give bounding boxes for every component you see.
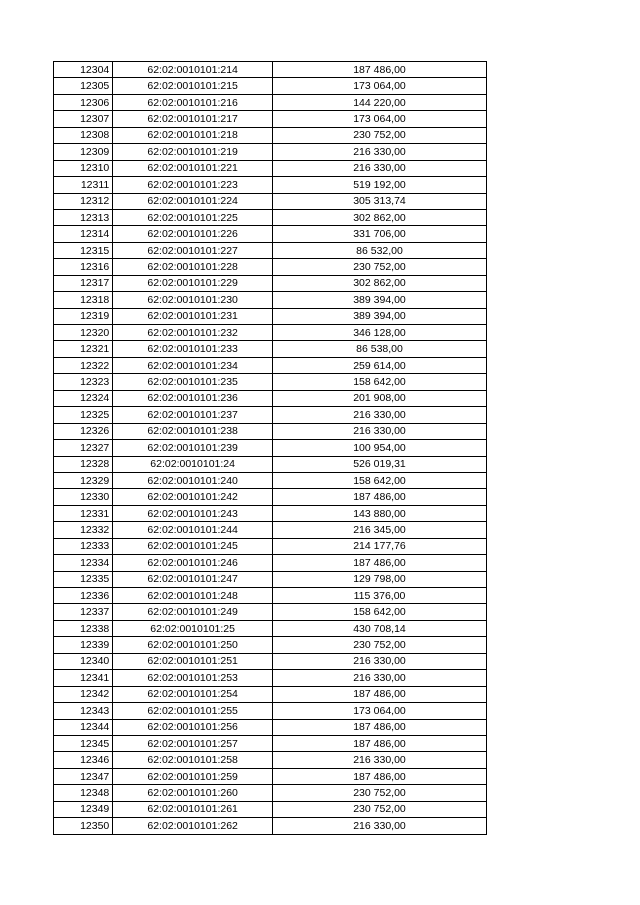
row-number-cell: 12309 [54, 144, 113, 160]
table-row [54, 522, 487, 538]
cadastral-number-cell: 62:02:0010101:262 [113, 818, 273, 834]
row-number-cell: 12333 [54, 538, 113, 554]
value-cell: 158 642,00 [273, 604, 487, 620]
table-row [54, 801, 487, 817]
cadastral-number-cell: 62:02:0010101:233 [113, 341, 273, 357]
value-cell: 187 486,00 [273, 62, 487, 78]
cadastral-number-cell: 62:02:0010101:251 [113, 653, 273, 669]
cadastral-number-cell: 62:02:0010101:246 [113, 555, 273, 571]
row-number-cell: 12317 [54, 275, 113, 291]
cadastral-number-cell: 62:02:0010101:261 [113, 801, 273, 817]
table-row [54, 226, 487, 242]
cadastral-number-cell: 62:02:0010101:235 [113, 374, 273, 390]
cadastral-number-cell: 62:02:0010101:242 [113, 489, 273, 505]
row-number-cell: 12349 [54, 801, 113, 817]
cadastral-number-cell: 62:02:0010101:254 [113, 686, 273, 702]
value-cell: 305 313,74 [273, 193, 487, 209]
value-cell: 201 908,00 [273, 390, 487, 406]
cadastral-number-cell: 62:02:0010101:221 [113, 160, 273, 176]
cadastral-number-cell: 62:02:0010101:243 [113, 505, 273, 521]
row-number-cell: 12336 [54, 588, 113, 604]
table-row [54, 292, 487, 308]
cadastral-number-cell: 62:02:0010101:25 [113, 620, 273, 636]
row-number-cell: 12312 [54, 193, 113, 209]
cadastral-number-cell: 62:02:0010101:228 [113, 259, 273, 275]
row-number-cell: 12339 [54, 637, 113, 653]
data-table [53, 61, 487, 835]
table-row [54, 768, 487, 784]
value-cell: 526 019,31 [273, 456, 487, 472]
table-row [54, 177, 487, 193]
table-row [54, 144, 487, 160]
value-cell: 346 128,00 [273, 325, 487, 341]
row-number-cell: 12332 [54, 522, 113, 538]
cadastral-number-cell: 62:02:0010101:260 [113, 785, 273, 801]
cadastral-number-cell: 62:02:0010101:237 [113, 407, 273, 423]
value-cell: 158 642,00 [273, 472, 487, 488]
row-number-cell: 12340 [54, 653, 113, 669]
row-number-cell: 12337 [54, 604, 113, 620]
row-number-cell: 12345 [54, 735, 113, 751]
table-row [54, 538, 487, 554]
table-row [54, 357, 487, 373]
row-number-cell: 12343 [54, 703, 113, 719]
value-cell: 173 064,00 [273, 78, 487, 94]
table-row [54, 111, 487, 127]
table-row [54, 78, 487, 94]
table-row [54, 160, 487, 176]
table-row [54, 588, 487, 604]
table-row [54, 555, 487, 571]
row-number-cell: 12330 [54, 489, 113, 505]
cadastral-number-cell: 62:02:0010101:239 [113, 440, 273, 456]
cadastral-number-cell: 62:02:0010101:238 [113, 423, 273, 439]
row-number-cell: 12319 [54, 308, 113, 324]
value-cell: 143 880,00 [273, 505, 487, 521]
value-cell: 430 708,14 [273, 620, 487, 636]
table-row [54, 620, 487, 636]
row-number-cell: 12342 [54, 686, 113, 702]
cadastral-number-cell: 62:02:0010101:216 [113, 94, 273, 110]
row-number-cell: 12334 [54, 555, 113, 571]
table-row [54, 62, 487, 78]
row-number-cell: 12304 [54, 62, 113, 78]
row-number-cell: 12328 [54, 456, 113, 472]
table-row [54, 374, 487, 390]
value-cell: 216 330,00 [273, 653, 487, 669]
table-row [54, 686, 487, 702]
cadastral-number-cell: 62:02:0010101:248 [113, 588, 273, 604]
value-cell: 187 486,00 [273, 735, 487, 751]
table-row [54, 703, 487, 719]
value-cell: 389 394,00 [273, 292, 487, 308]
row-number-cell: 12310 [54, 160, 113, 176]
row-number-cell: 12347 [54, 768, 113, 784]
table-row [54, 719, 487, 735]
row-number-cell: 12329 [54, 472, 113, 488]
table-row [54, 818, 487, 834]
value-cell: 173 064,00 [273, 703, 487, 719]
row-number-cell: 12348 [54, 785, 113, 801]
value-cell: 115 376,00 [273, 588, 487, 604]
table-row [54, 489, 487, 505]
row-number-cell: 12315 [54, 242, 113, 258]
cadastral-number-cell: 62:02:0010101:257 [113, 735, 273, 751]
value-cell: 230 752,00 [273, 259, 487, 275]
cadastral-number-cell: 62:02:0010101:259 [113, 768, 273, 784]
row-number-cell: 12326 [54, 423, 113, 439]
value-cell: 187 486,00 [273, 686, 487, 702]
table-row [54, 341, 487, 357]
value-cell: 158 642,00 [273, 374, 487, 390]
value-cell: 216 330,00 [273, 752, 487, 768]
cadastral-number-cell: 62:02:0010101:227 [113, 242, 273, 258]
value-cell: 173 064,00 [273, 111, 487, 127]
row-number-cell: 12327 [54, 440, 113, 456]
value-cell: 100 954,00 [273, 440, 487, 456]
value-cell: 230 752,00 [273, 801, 487, 817]
value-cell: 230 752,00 [273, 127, 487, 143]
value-cell: 187 486,00 [273, 555, 487, 571]
table-row [54, 735, 487, 751]
cadastral-number-cell: 62:02:0010101:255 [113, 703, 273, 719]
row-number-cell: 12323 [54, 374, 113, 390]
value-cell: 216 330,00 [273, 144, 487, 160]
row-number-cell: 12331 [54, 505, 113, 521]
table-row [54, 390, 487, 406]
row-number-cell: 12318 [54, 292, 113, 308]
table-row [54, 505, 487, 521]
value-cell: 302 862,00 [273, 275, 487, 291]
cadastral-number-cell: 62:02:0010101:244 [113, 522, 273, 538]
cadastral-number-cell: 62:02:0010101:232 [113, 325, 273, 341]
row-number-cell: 12350 [54, 818, 113, 834]
value-cell: 86 538,00 [273, 341, 487, 357]
value-cell: 216 330,00 [273, 407, 487, 423]
row-number-cell: 12313 [54, 209, 113, 225]
table-row [54, 127, 487, 143]
cadastral-number-cell: 62:02:0010101:225 [113, 209, 273, 225]
row-number-cell: 12320 [54, 325, 113, 341]
cadastral-number-cell: 62:02:0010101:231 [113, 308, 273, 324]
table-row [54, 242, 487, 258]
cadastral-number-cell: 62:02:0010101:256 [113, 719, 273, 735]
value-cell: 259 614,00 [273, 357, 487, 373]
table-row [54, 259, 487, 275]
cadastral-number-cell: 62:02:0010101:249 [113, 604, 273, 620]
value-cell: 302 862,00 [273, 209, 487, 225]
value-cell: 230 752,00 [273, 637, 487, 653]
row-number-cell: 12311 [54, 177, 113, 193]
table-row [54, 653, 487, 669]
cadastral-number-cell: 62:02:0010101:236 [113, 390, 273, 406]
row-number-cell: 12308 [54, 127, 113, 143]
table-row [54, 275, 487, 291]
cadastral-number-cell: 62:02:0010101:245 [113, 538, 273, 554]
row-number-cell: 12344 [54, 719, 113, 735]
value-cell: 230 752,00 [273, 785, 487, 801]
table-row [54, 407, 487, 423]
cadastral-number-cell: 62:02:0010101:217 [113, 111, 273, 127]
value-cell: 216 330,00 [273, 423, 487, 439]
cadastral-number-cell: 62:02:0010101:250 [113, 637, 273, 653]
cadastral-number-cell: 62:02:0010101:24 [113, 456, 273, 472]
row-number-cell: 12307 [54, 111, 113, 127]
cadastral-number-cell: 62:02:0010101:234 [113, 357, 273, 373]
value-cell: 187 486,00 [273, 489, 487, 505]
table-row [54, 440, 487, 456]
cadastral-number-cell: 62:02:0010101:247 [113, 571, 273, 587]
value-cell: 187 486,00 [273, 768, 487, 784]
cadastral-number-cell: 62:02:0010101:253 [113, 670, 273, 686]
value-cell: 216 330,00 [273, 818, 487, 834]
value-cell: 187 486,00 [273, 719, 487, 735]
value-cell: 144 220,00 [273, 94, 487, 110]
value-cell: 216 330,00 [273, 160, 487, 176]
row-number-cell: 12325 [54, 407, 113, 423]
cadastral-number-cell: 62:02:0010101:218 [113, 127, 273, 143]
table-body [54, 62, 487, 835]
value-cell: 389 394,00 [273, 308, 487, 324]
table-row [54, 325, 487, 341]
table-row [54, 456, 487, 472]
cadastral-number-cell: 62:02:0010101:229 [113, 275, 273, 291]
cadastral-number-cell: 62:02:0010101:214 [113, 62, 273, 78]
table-row [54, 423, 487, 439]
table-row [54, 604, 487, 620]
row-number-cell: 12324 [54, 390, 113, 406]
row-number-cell: 12321 [54, 341, 113, 357]
cadastral-number-cell: 62:02:0010101:219 [113, 144, 273, 160]
value-cell: 129 798,00 [273, 571, 487, 587]
value-cell: 216 345,00 [273, 522, 487, 538]
cadastral-number-cell: 62:02:0010101:240 [113, 472, 273, 488]
table-row [54, 752, 487, 768]
cadastral-number-cell: 62:02:0010101:224 [113, 193, 273, 209]
table-row [54, 193, 487, 209]
value-cell: 216 330,00 [273, 670, 487, 686]
cadastral-number-cell: 62:02:0010101:215 [113, 78, 273, 94]
cadastral-number-cell: 62:02:0010101:226 [113, 226, 273, 242]
table-row [54, 94, 487, 110]
table-row [54, 209, 487, 225]
cadastral-number-cell: 62:02:0010101:223 [113, 177, 273, 193]
table-row [54, 670, 487, 686]
value-cell: 214 177,76 [273, 538, 487, 554]
row-number-cell: 12338 [54, 620, 113, 636]
table-row [54, 308, 487, 324]
row-number-cell: 12316 [54, 259, 113, 275]
cadastral-number-cell: 62:02:0010101:230 [113, 292, 273, 308]
row-number-cell: 12346 [54, 752, 113, 768]
value-cell: 331 706,00 [273, 226, 487, 242]
row-number-cell: 12341 [54, 670, 113, 686]
row-number-cell: 12335 [54, 571, 113, 587]
table-row [54, 472, 487, 488]
table-row [54, 637, 487, 653]
table-row [54, 785, 487, 801]
table-row [54, 571, 487, 587]
row-number-cell: 12306 [54, 94, 113, 110]
row-number-cell: 12314 [54, 226, 113, 242]
cadastral-number-cell: 62:02:0010101:258 [113, 752, 273, 768]
row-number-cell: 12305 [54, 78, 113, 94]
row-number-cell: 12322 [54, 357, 113, 373]
value-cell: 519 192,00 [273, 177, 487, 193]
value-cell: 86 532,00 [273, 242, 487, 258]
